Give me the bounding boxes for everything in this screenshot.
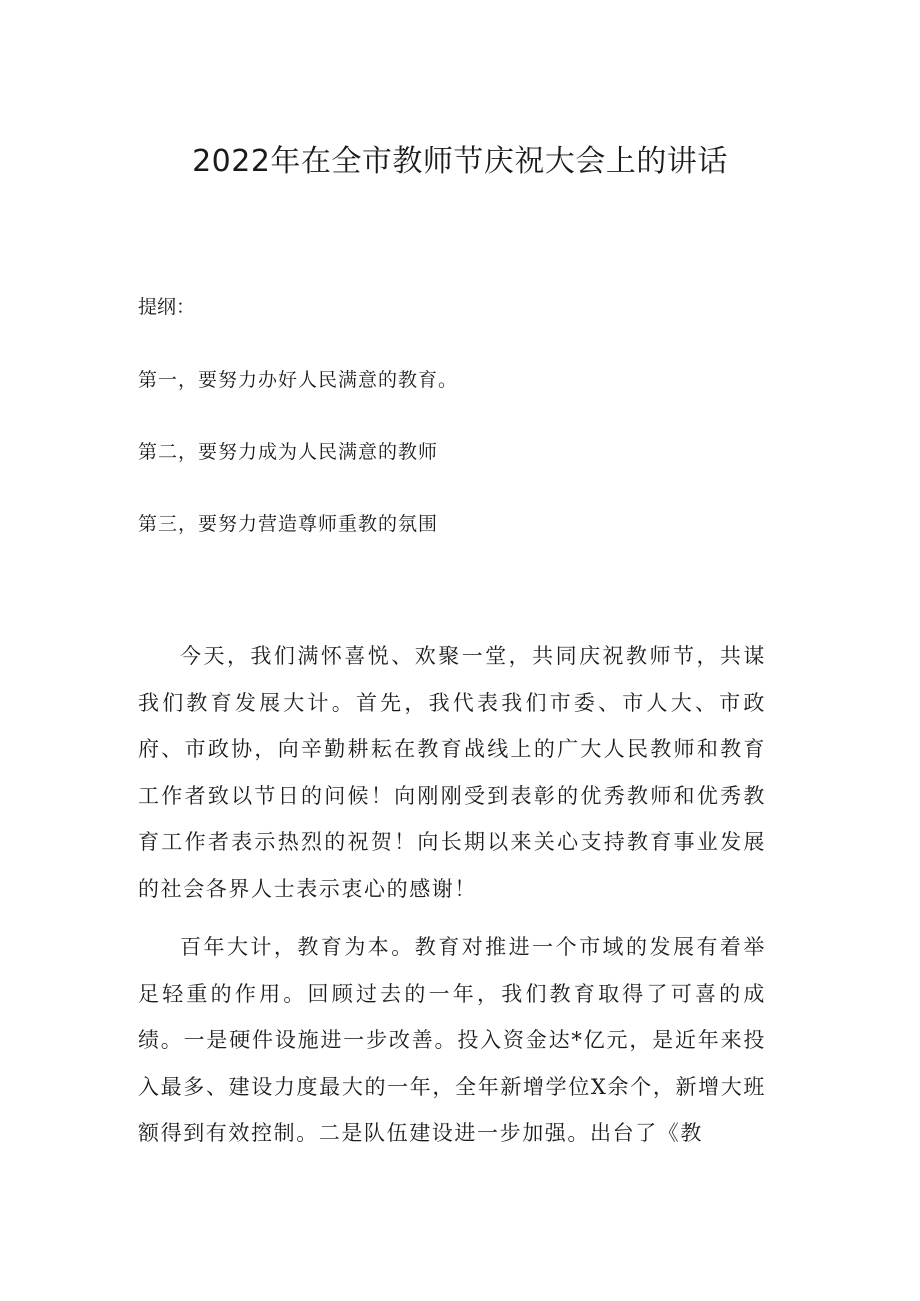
outline-item-1: 第一，要努力办好人民满意的教育。 <box>138 369 459 391</box>
outline-item-3: 第三，要努力营造尊师重教的氛围 <box>138 513 439 535</box>
paragraph-1: 今天，我们满怀喜悦、欢聚一堂，共同庆祝教师节，共谋我们教育发展大计。首先，我代表我们市委、市人大、市政府、市政协，向辛勤耕耘在教育战线上的广大人民教师和教育工作者致以节日的问候！向刚刚受到表彰的优秀教师和优秀教育工作者表示热烈的祝贺！向长期以来关心支持教育事业发展的社会各界人士表示衷心的感谢！ <box>138 644 766 901</box>
document-title: 2022年在全市教师节庆祝大会上的讲话 <box>192 144 728 179</box>
outline-section <box>138 290 778 535</box>
paragraph-2: 百年大计，教育为本。教育对推进一个市域的发展有着举足轻重的作用。回顾过去的一年，我们教育取得了可喜的成绩。一是硬件设施进一步改善。投入资金达*亿元，是近年来投入最多、建设力度最大的一年，全年新增学位X余个，新增大班额得到有效控制。二是队伍建设进一步加强。出台了《教 <box>138 935 766 1145</box>
outline-item-2: 第二，要努力成为人民满意的教师 <box>138 441 439 463</box>
outline-heading: 提纲： <box>138 296 196 318</box>
speech-body <box>138 633 766 1169</box>
